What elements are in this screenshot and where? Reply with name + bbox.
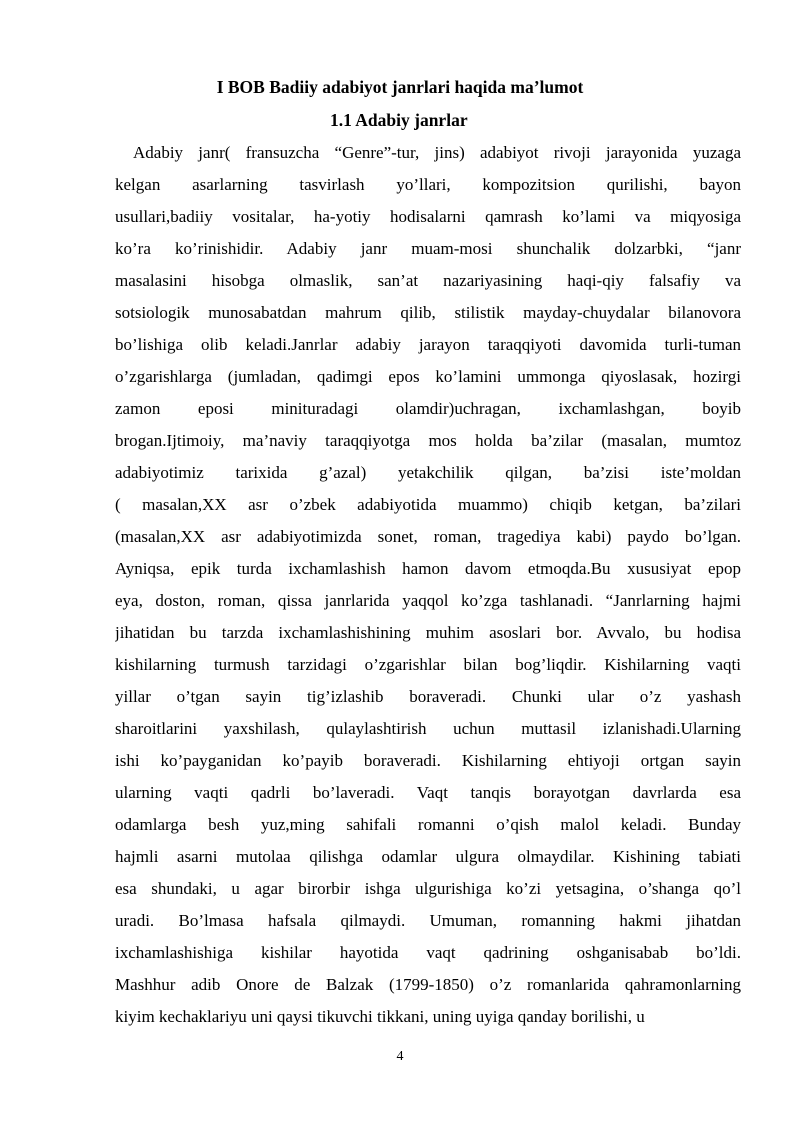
- text-line: eya, doston, roman, qissa janrlarida yaqqol ko’zga tashlanadi. “Janrlarning hajmi: [115, 591, 741, 610]
- text-line: sharoitlarini yaxshilash, qulaylashtirish uchun muttasil izlanishadi.Ularning: [115, 719, 741, 738]
- text-line: ixchamlashishiga kishilar hayotida vaqt qadrining oshganisabab bo’ldi.: [115, 943, 741, 962]
- text-line: ( masalan,XX asr o’zbek adabiyotida muammo) chiqib ketgan, ba’zilari: [115, 495, 741, 514]
- text-line: ko’ra ko’rinishidir. Adabiy janr muam-mosi shunchalik dolzarbki, “janr: [115, 239, 741, 258]
- text-line: ishi ko’payganidan ko’payib boraveradi. Kishilarning ehtiyoji ortgan sayin: [115, 751, 741, 770]
- text-line: masalasini hisobga olmaslik, san’at nazariyasining haqi-qiy falsafiy va: [115, 271, 741, 290]
- text-line: (masalan,XX asr adabiyotimizda sonet, roman, tragediya kabi) paydo bo’lgan.: [115, 527, 741, 546]
- text-line: o’zgarishlarga (jumladan, qadimgi epos ko’lamini ummonga qiyoslasak, hozirgi: [115, 367, 741, 386]
- text-line: kishilarning turmush tarzidagi o’zgarishlar bilan bog’liqdir. Kishilarning vaqti: [115, 655, 741, 674]
- text-line: kiyim kechaklariyu uni qaysi tikuvchi tikkani, uning uyiga qanday borilishi, u: [115, 1007, 645, 1026]
- text-line: adabiyotimiz tarixida g’azal) yetakchilik qilgan, ba’zisi iste’moldan: [115, 463, 741, 482]
- page-number: 4: [396, 1049, 404, 1064]
- text-line: esa shundaki, u agar birorbir ishga ulgurishiga ko’zi yetsagina, o’shanga qo’l: [115, 879, 741, 898]
- text-line: zamon eposi minituradagi olamdir)uchragan, ixchamlashgan, boyib: [115, 399, 741, 418]
- text-line: jihatidan bu tarzda ixchamlashishining muhim asoslari bor. Avvalo, bu hodisa: [115, 623, 741, 642]
- text-line: Adabiy janr( fransuzcha “Genre”-tur, jins) adabiyot rivoji jarayonida yuzaga: [133, 143, 741, 162]
- text-line: yillar o’tgan sayin tig’izlashib boraveradi. Chunki ular o’z yashash: [115, 687, 741, 706]
- section-title: 1.1 Adabiy janrlar: [330, 110, 468, 130]
- chapter-title: I BOB Badiiy adabiyot janrlari haqida ma’lumot: [216, 77, 584, 97]
- text-line: uradi. Bo’lmasa hafsala qilmaydi. Umuman, romanning hakmi jihatdan: [115, 911, 741, 930]
- text-line: Ayniqsa, epik turda ixchamlashish hamon davom etmoqda.Bu xususiyat epop: [115, 559, 741, 578]
- body-paragraph: [115, 141, 741, 1037]
- text-line: ularning vaqti qadrli bo’laveradi. Vaqt tanqis borayotgan davrlarda esa: [115, 783, 741, 802]
- text-line: usullari,badiiy vositalar, ha-yotiy hodisalarni qamrash ko’lami va miqyosiga: [115, 207, 741, 226]
- text-line: odamlarga besh yuz,ming sahifali romanni o’qish malol keladi. Bunday: [115, 815, 741, 834]
- text-line: sotsiologik munosabatdan mahrum qilib, stilistik mayday-chuydalar bilanovora: [115, 303, 741, 322]
- text-line: brogan.Ijtimoiy, ma’naviy taraqqiyotga mos holda ba’zilar (masalan, mumtoz: [115, 431, 741, 450]
- text-line: bo’lishiga olib keladi.Janrlar adabiy jarayon taraqqiyoti davomida turli-tuman: [115, 335, 741, 354]
- text-line: hajmli asarni mutolaa qilishga odamlar ulgura olmaydilar. Kishining tabiati: [115, 847, 741, 866]
- text-line: kelgan asarlarning tasvirlash yo’llari, kompozitsion qurilishi, bayon: [115, 175, 741, 194]
- text-line: Mashhur adib Onore de Balzak (1799-1850) o’z romanlarida qahramonlarning: [115, 975, 741, 994]
